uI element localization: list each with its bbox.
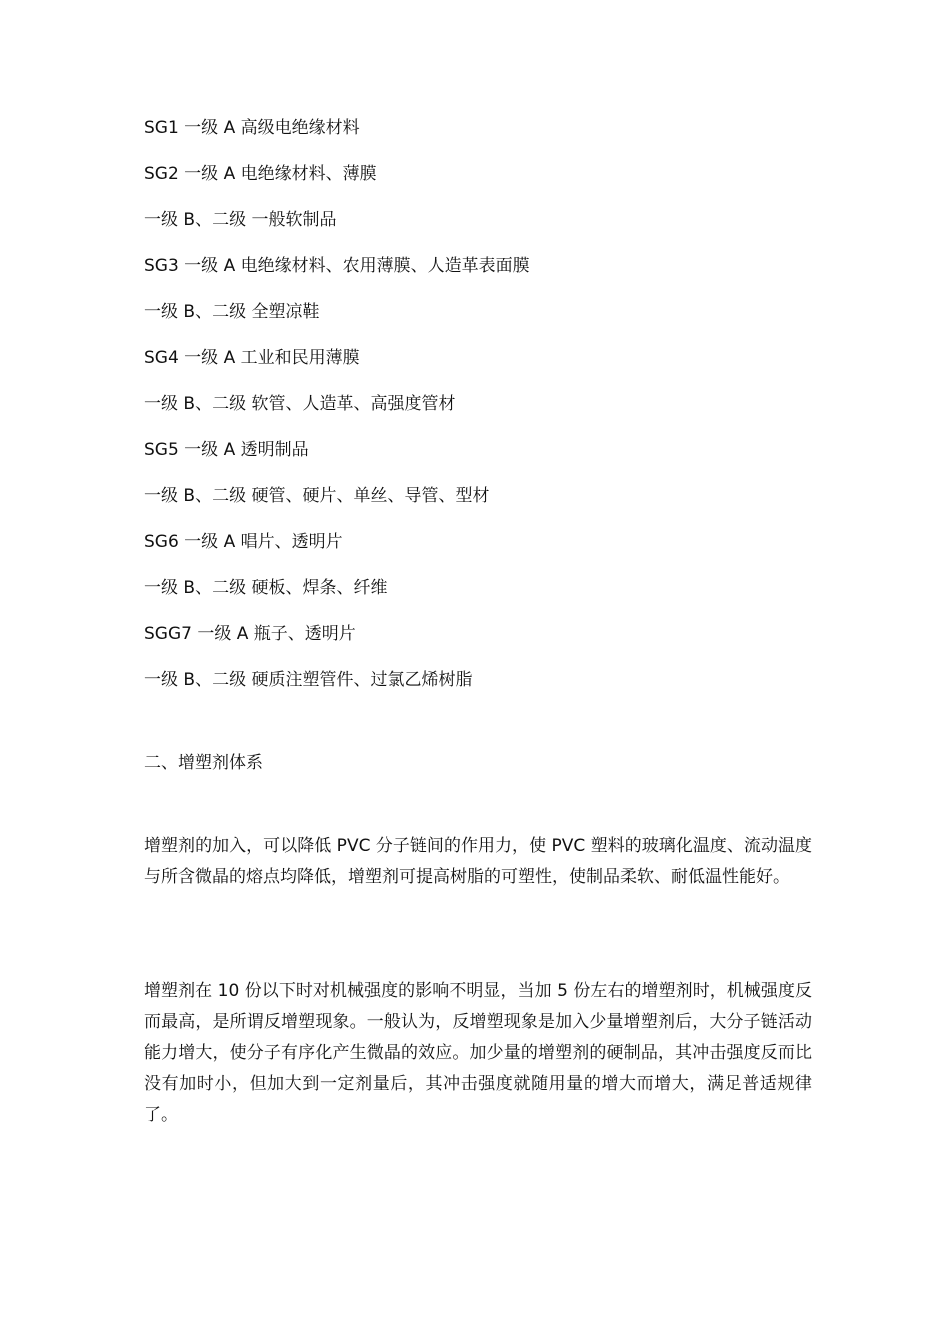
grade-line: 一级 B、二级 全塑凉鞋 [144, 302, 320, 322]
paragraph-antiplasticization: 增塑剂在 10 份以下时对机械强度的影响不明显，当加 5 份左右的增塑剂时，机械强度反而最高，是所谓反增塑现象。一般认为，反增塑现象是加入少量增塑剂后，大分子链活动能力增大，使分子有序化产生微晶的效应。加少量的增塑剂的硬制品，其冲击强度反而比没有加时小，但加大到一定剂量后，其冲击强度就随用量的增大而增大，满足普适规律了。 [144, 981, 812, 1125]
grade-line: 一级 B、二级 硬质注塑管件、过氯乙烯树脂 [144, 670, 473, 690]
grade-line: SGG7 一级 A 瓶子、透明片 [144, 624, 356, 644]
grade-line: 一级 B、二级 软管、人造革、高强度管材 [144, 394, 456, 414]
grade-line: SG5 一级 A 透明制品 [144, 440, 309, 460]
grade-line: SG1 一级 A 高级电绝缘材料 [144, 118, 360, 138]
grade-line: 一级 B、二级 硬管、硬片、单丝、导管、型材 [144, 486, 490, 506]
section-heading: 二、增塑剂体系 [144, 753, 263, 773]
grade-line: SG6 一级 A 唱片、透明片 [144, 532, 343, 552]
grade-line: SG4 一级 A 工业和民用薄膜 [144, 348, 360, 368]
grade-line: 一级 B、二级 硬板、焊条、纤维 [144, 578, 388, 598]
grade-line: SG2 一级 A 电绝缘材料、薄膜 [144, 164, 377, 184]
pvc-grade-list [144, 115, 824, 713]
grade-line: SG3 一级 A 电绝缘材料、农用薄膜、人造革表面膜 [144, 256, 530, 276]
grade-line: 一级 B、二级 一般软制品 [144, 210, 337, 230]
paragraph-plasticizer-intro: 增塑剂的加入，可以降低 PVC 分子链间的作用力，使 PVC 塑料的玻璃化温度、流动温度与所含微晶的熔点均降低，增塑剂可提高树脂的可塑性，使制品柔软、耐低温性能好。 [144, 836, 812, 887]
